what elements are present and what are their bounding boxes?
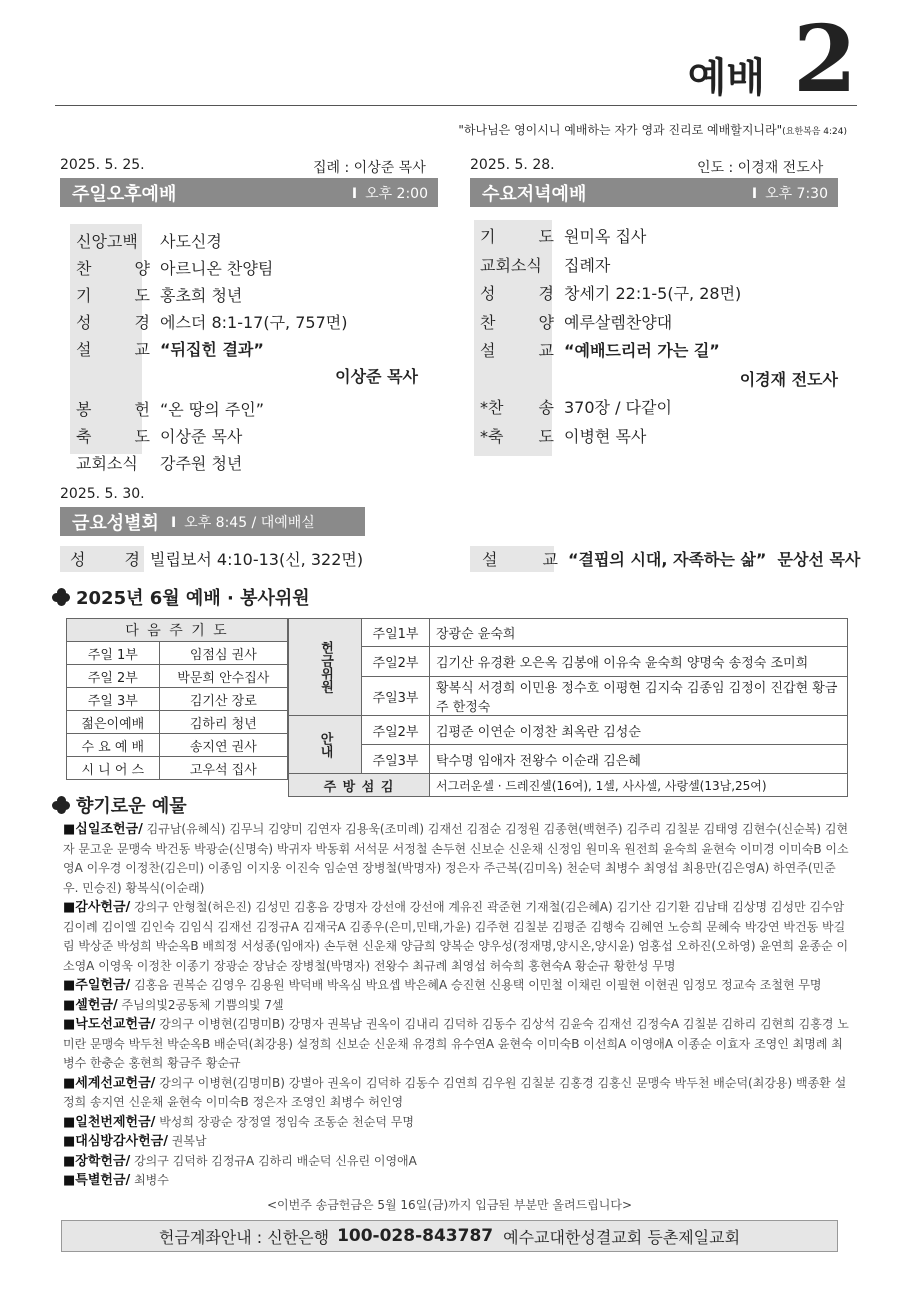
table-row: 젊은이예배 김하리 청년 [67, 711, 288, 734]
wednesday-leader: 인도 : 이경재 전도사 [697, 160, 824, 176]
friday-scripture: 성 경 빌립보서 4:10-13(신, 322면) [70, 550, 364, 569]
sunday-date: 2025. 5. 25. [60, 157, 145, 173]
service-time: 오후 7:30 [765, 185, 828, 202]
list-item: ■셀헌금/ 주님의빛2공동체 기쁨의빛 7셀 [63, 997, 284, 1013]
offerings-heading: 향기로운 예물 [52, 792, 187, 818]
list-item: ■십일조헌금/ 김규남(유혜식) 김무늬 김양미 김연자 김용욱(조미례) 김재선 김점순 김정원 김종현(백현주) 김주리 김칠분 김태영 김현수(신순복) 김현자 문고운 문맹숙 박건동 박광순(신명숙) 박귀자 박동휘 서석문 서정철 손두현 신보순 신운채 신정임 원미옥 원전희 윤숙희 윤현숙 이미경 이미숙B 이소영A 이우경 이정찬(김은미) 이종임 이지웅 이진숙 임순연 장병철(박명자) 정은자 주근복(김미옥) 천순덕 최병수 최영섭 최용만(김은영A) 하연주(민준우. 민승진) 황복식(이순래) [63, 822, 849, 895]
friday-date: 2025. 5. 30. [60, 486, 145, 502]
volunteer-table [288, 618, 848, 797]
offering-committee-label: 헌금위원 [289, 619, 362, 716]
sunday-preacher: 이상준 목사 [335, 367, 418, 386]
wednesday-preacher: 이경재 전도사 [739, 369, 838, 389]
friday-sermon: 설 교 “결핍의 시대, 자족하는 삶” 문상선 목사 [482, 550, 861, 569]
list-item: ■주일헌금/ 김홍음 권복순 김영우 김용원 박덕배 박옥심 박요셉 박은혜A 승진현 신용택 이민철 이채린 이필현 이현권 임정모 정교숙 조철현 무명 [63, 978, 822, 993]
friday-preacher: 문상선 목사 [777, 550, 861, 569]
wednesday-date: 2025. 5. 28. [470, 157, 555, 173]
table-row: 안내 주일2부 김평준 이연순 이정찬 최옥란 김성순 [289, 716, 848, 745]
service-name: 금요성별회 [72, 512, 159, 534]
wednesday-order: 기 도 원미옥 집사 교회소식 집례자 성 경 창세기 22:1-5(구, 28면) 찬 양 예루살렘찬양대 설 교 “예배드리러 가는 길” 이경재 전도사 *찬 송 370장 / 다같이 *축 도 이병현 목사 [480, 227, 838, 446]
wednesday-service-banner: 수요저녁예배 I 오후 7:30 [470, 178, 838, 207]
list-item: ■일천번제헌금/ 박성희 장광순 장정열 정임숙 조동순 천순덕 무명 [63, 1114, 414, 1130]
quote-reference: (요한복음 4:24) [782, 127, 847, 137]
sermon-title: “예배드리러 가는 길” [564, 341, 720, 360]
bank-account-box [61, 1220, 838, 1252]
friday-service-banner: 금요성별회 I 오후 8:45 / 대예배실 [60, 507, 365, 536]
scripture-quote: "하나님은 영이시니 예배하는 자가 영과 진리로 예배할지니라"(요한복음 4:24) [458, 123, 847, 137]
list-item: ■대심방감사헌금/ 권복남 [63, 1134, 207, 1149]
list-item: ■감사헌금/ 강의구 안형철(허은진) 김성민 김홍음 강명자 강선애 강선애 계유진 곽준현 기재철(김은혜A) 김기산 김기환 김남태 김상명 김성만 김수암 김이례 김이엘 김인숙 김임식 김재선 김정규A 김재국A 김종우(은미,민태,가윤) 김주현 김칠분 김평준 김행숙 김혜연 노승희 문혜숙 박강연 박건동 박길림 박상준 박성희 박순옥B 배희정 서성종(임애자) 손두현 신운채 양금희 양복순 양우성(정재명,양시온,양시윤) 엄홍섭 오하진(오하영) 윤연희 윤종순 이소영A 이영욱 이정찬 이종기 장광순 장남순 장병철(박명자) 전왕수 최규례 최영섭 허숙희 홍현숙A 황순규 황한성 무명 [63, 900, 849, 973]
sermon-title: “뒤집힌 결과” [160, 340, 264, 359]
sunday-order: 신앙고백 사도신경 찬 양 아르니온 찬양팀 기 도 홍초희 청년 성 경 에스더 8:1-17(구, 757면) 설 교 “뒤집힌 결과” 이상준 목사 봉 헌 “온 땅의 주인” 축 도 이상준 목사 교회소식 강주원 청년 [76, 228, 426, 477]
header-divider [55, 105, 857, 106]
page-number: 2 [792, 5, 857, 113]
sunday-service-banner: 주일오후예배 I 오후 2:00 [60, 178, 438, 207]
service-name: 주일오후예배 [72, 183, 177, 205]
table-row: 주일 3부 김기산 장로 [67, 688, 288, 711]
offerings-list [63, 820, 851, 1191]
table-row: 주일3부 황복식 서경희 이민용 정수호 이평현 김지숙 김종임 김정이 진갑현 황금주 한정숙 [289, 677, 848, 716]
table-row: 주일2부 김기산 유경환 오은옥 김봉애 이유숙 윤숙희 양명숙 송정숙 조미희 [289, 647, 848, 677]
service-time: 오후 8:45 / 대예배실 [184, 514, 315, 531]
table-row: 주일 1부 임점심 권사 [67, 642, 288, 665]
list-item: ■특별헌금/ 최병수 [63, 1173, 169, 1188]
list-item: ■세계선교헌금/ 강의구 이병현(김명미B) 강별아 권옥이 김덕하 김동수 김연희 김우원 김칠분 김홍경 김홍신 문맹숙 박두천 배순덕(최강용) 백종환 설정희 송지연 신운채 윤현숙 이미숙B 정은자 조영인 최병수 허인영 [63, 1075, 847, 1109]
prayer-table [66, 618, 288, 780]
table-row: 시 니 어 스 고우석 집사 [67, 757, 288, 780]
offering-note: <이번주 송금헌금은 5월 16일(금)까지 입금된 부분만 올려드립니다> [266, 1198, 633, 1212]
sermon-title: “결핍의 시대, 자족하는 삶” [568, 550, 767, 569]
service-time: 오후 2:00 [365, 185, 428, 202]
kitchen-service-label: 주 방 섬 김 [289, 774, 430, 797]
list-item: ■장학헌금/ 강의구 김덕하 김정규A 김하리 배순덕 신유린 이영애A [63, 1153, 417, 1169]
table-row: 주 방 섬 김 서그러운셀 · 드레진셀(16여), 1셀, 사사셀, 사랑셀(13남,25여) [289, 774, 848, 797]
account-label: 헌금계좌안내 : 신한은행 [158, 1227, 330, 1247]
table-row: 주일 2부 박문희 안수집사 [67, 665, 288, 688]
clover-icon [52, 796, 70, 814]
table-row: 헌금위원 주일1부 장광순 윤숙희 [289, 619, 848, 647]
table-row: 수 요 예 배 송지연 권사 [67, 734, 288, 757]
table-row: 주일3부 탁수명 임애자 전왕수 이순래 김은혜 [289, 745, 848, 774]
account-number: 100-028-843787 [337, 1226, 494, 1246]
usher-label: 안내 [289, 716, 362, 774]
sunday-leader: 집례 : 이상준 목사 [313, 160, 426, 176]
account-holder: 예수교대한성결교회 등촌제일교회 [503, 1227, 741, 1247]
clover-icon [52, 588, 70, 606]
page-title: 예배 [687, 54, 765, 102]
list-item: ■낙도선교헌금/ 강의구 이병현(김명미B) 강명자 권복남 권옥이 김내리 김덕하 김동수 김상석 김윤숙 김재선 김정숙A 김칠분 김하리 김현희 김홍경 노미란 문맹숙 박두천 박순옥B 배순덕(최강용) 설정희 신보순 신운채 유경희 유수연A 윤현숙 이미숙B 이선희A 이영애A 이종순 이효자 조영인 최명례 최병수 한충순 홍현희 황금주 황순규 [63, 1017, 849, 1070]
service-name: 수요저녁예배 [482, 183, 587, 205]
committee-heading: 2025년 6월 예배 · 봉사위원 [52, 584, 310, 610]
page-header [687, 5, 857, 113]
prayer-table-header: 다 음 주 기 도 [67, 619, 288, 642]
